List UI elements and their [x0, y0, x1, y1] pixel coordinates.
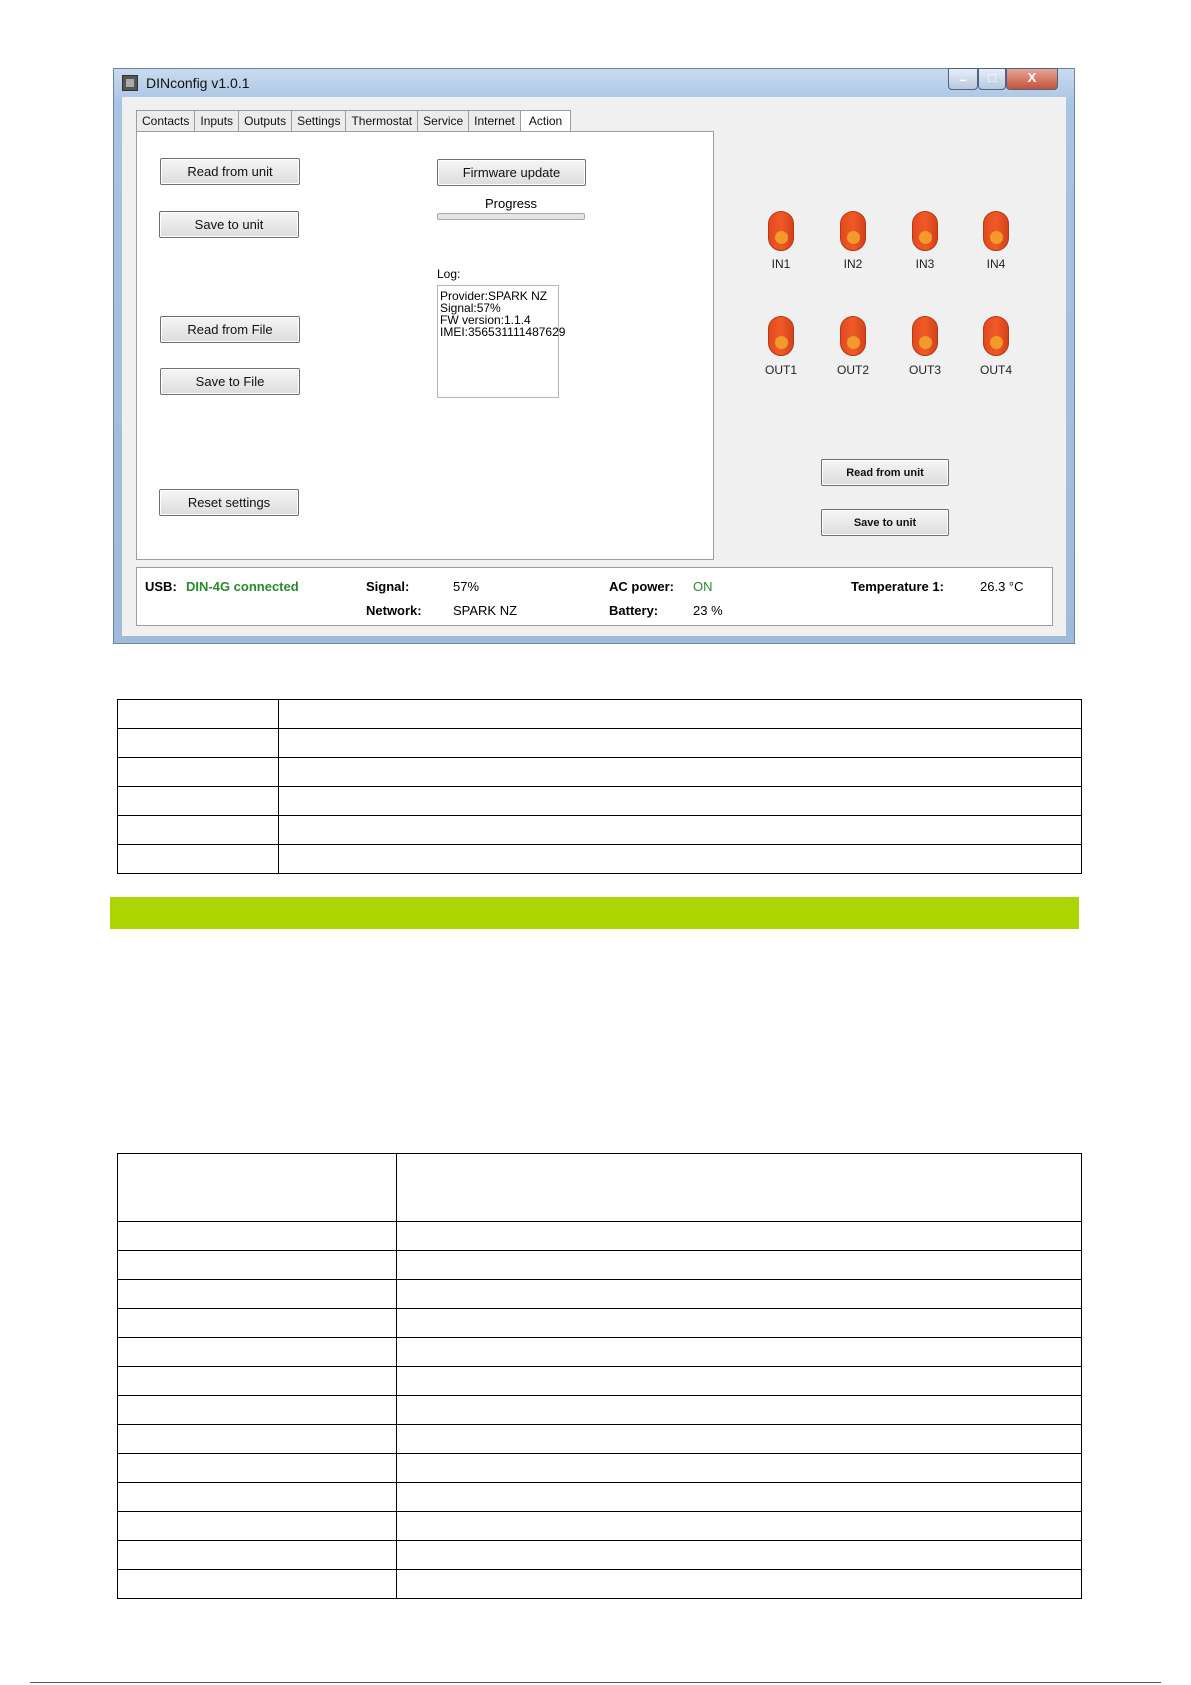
table-row — [118, 758, 1082, 787]
maximize-button[interactable] — [978, 68, 1006, 90]
tab-outputs[interactable]: Outputs — [238, 110, 292, 131]
tab-inputs[interactable]: Inputs — [194, 110, 239, 131]
table-cell — [397, 1338, 1082, 1367]
table-cell — [397, 1222, 1082, 1251]
output-led-2 — [840, 316, 866, 356]
table-row — [118, 1454, 1082, 1483]
log-line: Provider:SPARK NZ — [440, 289, 548, 303]
table-cell — [118, 729, 279, 758]
title-bar[interactable] — [114, 69, 1074, 97]
table-cell — [279, 729, 1082, 758]
table-row — [118, 1367, 1082, 1396]
table-cell — [118, 1425, 397, 1454]
log-label: Log: — [437, 267, 461, 281]
table-cell — [118, 1570, 397, 1599]
log-line: Signal:57% — [440, 301, 501, 315]
table-cell — [118, 1280, 397, 1309]
table-cell — [397, 1367, 1082, 1396]
output-led-4 — [983, 316, 1009, 356]
table-cell — [397, 1425, 1082, 1454]
table-cell — [118, 1251, 397, 1280]
usb-status: DIN-4G connected — [186, 579, 299, 594]
table-cell — [397, 1570, 1082, 1599]
table-row — [118, 700, 1082, 729]
table-row — [118, 1309, 1082, 1338]
input-led-1 — [768, 211, 794, 251]
table-cell — [118, 1309, 397, 1338]
output-label-4: OUT4 — [979, 363, 1012, 377]
table-row — [118, 1425, 1082, 1454]
tab-settings[interactable]: Settings — [291, 110, 346, 131]
output-led-1 — [768, 316, 794, 356]
table-cell — [397, 1251, 1082, 1280]
table-row — [118, 1338, 1082, 1367]
ac-power-label: AC power: — [609, 579, 674, 594]
section-heading-bar — [110, 897, 1079, 929]
output-label-2: OUT2 — [836, 363, 869, 377]
save-to-unit-button[interactable]: Save to unit — [159, 211, 299, 238]
tab-action[interactable]: Action — [520, 110, 571, 131]
table-cell — [397, 1512, 1082, 1541]
table-row — [118, 845, 1082, 874]
table-row — [118, 1396, 1082, 1425]
table-cell — [397, 1541, 1082, 1570]
table-row — [118, 1512, 1082, 1541]
table-cell — [279, 845, 1082, 874]
table-cell — [118, 1396, 397, 1425]
window-client-area — [122, 97, 1066, 636]
table-cell — [118, 845, 279, 874]
table-row — [118, 729, 1082, 758]
battery-value: 23 % — [693, 603, 723, 618]
table-cell — [397, 1483, 1082, 1512]
table-cell — [118, 816, 279, 845]
tab-contacts[interactable]: Contacts — [136, 110, 195, 131]
usb-label: USB: — [145, 579, 177, 594]
table-cell — [118, 758, 279, 787]
table-cell — [118, 1154, 397, 1222]
indicators-read-from-unit-button[interactable]: Read from unit — [821, 459, 949, 486]
reset-settings-button[interactable]: Reset settings — [159, 489, 299, 516]
empty-table-2 — [117, 1153, 1082, 1599]
minimize-button[interactable] — [948, 68, 978, 90]
table-cell — [118, 1367, 397, 1396]
firmware-update-button[interactable]: Firmware update — [437, 159, 586, 186]
table-cell — [118, 1454, 397, 1483]
table-row — [118, 1154, 1082, 1222]
window-title: DINconfig v1.0.1 — [146, 75, 250, 91]
table-cell — [397, 1454, 1082, 1483]
table-row — [118, 787, 1082, 816]
network-label: Network: — [366, 603, 422, 618]
table-row — [118, 816, 1082, 845]
signal-label: Signal: — [366, 579, 410, 594]
tab-service[interactable]: Service — [417, 110, 469, 131]
input-led-4 — [983, 211, 1009, 251]
table-cell — [397, 1396, 1082, 1425]
log-line: IMEI:356531111487629 — [440, 325, 566, 339]
read-from-unit-button[interactable]: Read from unit — [160, 158, 300, 185]
table-cell — [118, 1338, 397, 1367]
table-row — [118, 1251, 1082, 1280]
table-cell — [397, 1154, 1082, 1222]
save-to-file-button[interactable]: Save to File — [160, 368, 300, 395]
input-label-1: IN1 — [771, 257, 791, 271]
table-cell — [279, 816, 1082, 845]
table-cell — [397, 1309, 1082, 1338]
table-cell — [118, 1512, 397, 1541]
indicators-save-to-unit-button[interactable]: Save to unit — [821, 509, 949, 536]
input-led-2 — [840, 211, 866, 251]
signal-value: 57% — [453, 579, 480, 594]
output-label-1: OUT1 — [764, 363, 797, 377]
close-icon: X — [1027, 70, 1037, 85]
tab-strip — [136, 111, 570, 131]
input-label-4: IN4 — [986, 257, 1006, 271]
table-cell — [279, 758, 1082, 787]
input-led-3 — [912, 211, 938, 251]
close-button[interactable] — [1006, 68, 1058, 90]
app-window — [113, 68, 1075, 644]
read-from-file-button[interactable]: Read from File — [160, 316, 300, 343]
progress-bar — [437, 213, 585, 220]
status-panel — [136, 567, 1053, 626]
temperature-value: 26.3 °C — [980, 579, 1024, 594]
table-row — [118, 1222, 1082, 1251]
empty-table-1 — [117, 699, 1082, 874]
table-cell — [118, 1483, 397, 1512]
table-cell — [118, 1541, 397, 1570]
table-row — [118, 1483, 1082, 1512]
table-cell — [118, 787, 279, 816]
log-textbox[interactable] — [437, 285, 566, 398]
maximize-icon: □ — [988, 70, 996, 85]
app-icon — [122, 75, 138, 91]
table-cell — [397, 1280, 1082, 1309]
output-led-3 — [912, 316, 938, 356]
output-label-3: OUT3 — [908, 363, 941, 377]
network-value: SPARK NZ — [453, 603, 518, 618]
input-label-3: IN3 — [915, 257, 935, 271]
input-label-2: IN2 — [843, 257, 863, 271]
table-row — [118, 1541, 1082, 1570]
ac-power-value: ON — [693, 579, 713, 594]
table-row — [118, 1280, 1082, 1309]
table-cell — [279, 700, 1082, 729]
progress-label: Progress — [484, 196, 538, 211]
temperature-label: Temperature 1: — [851, 579, 944, 594]
tab-internet[interactable]: Internet — [468, 110, 521, 131]
minimize-icon: – — [959, 72, 967, 87]
table-cell — [118, 700, 279, 729]
log-line: FW version:1.1.4 — [440, 313, 531, 327]
action-panel — [136, 131, 714, 560]
table-row — [118, 1570, 1082, 1599]
table-cell — [118, 1222, 397, 1251]
battery-label: Battery: — [609, 603, 659, 618]
tab-thermostat[interactable]: Thermostat — [345, 110, 418, 131]
footer-rule — [30, 1682, 1161, 1683]
table-cell — [279, 787, 1082, 816]
